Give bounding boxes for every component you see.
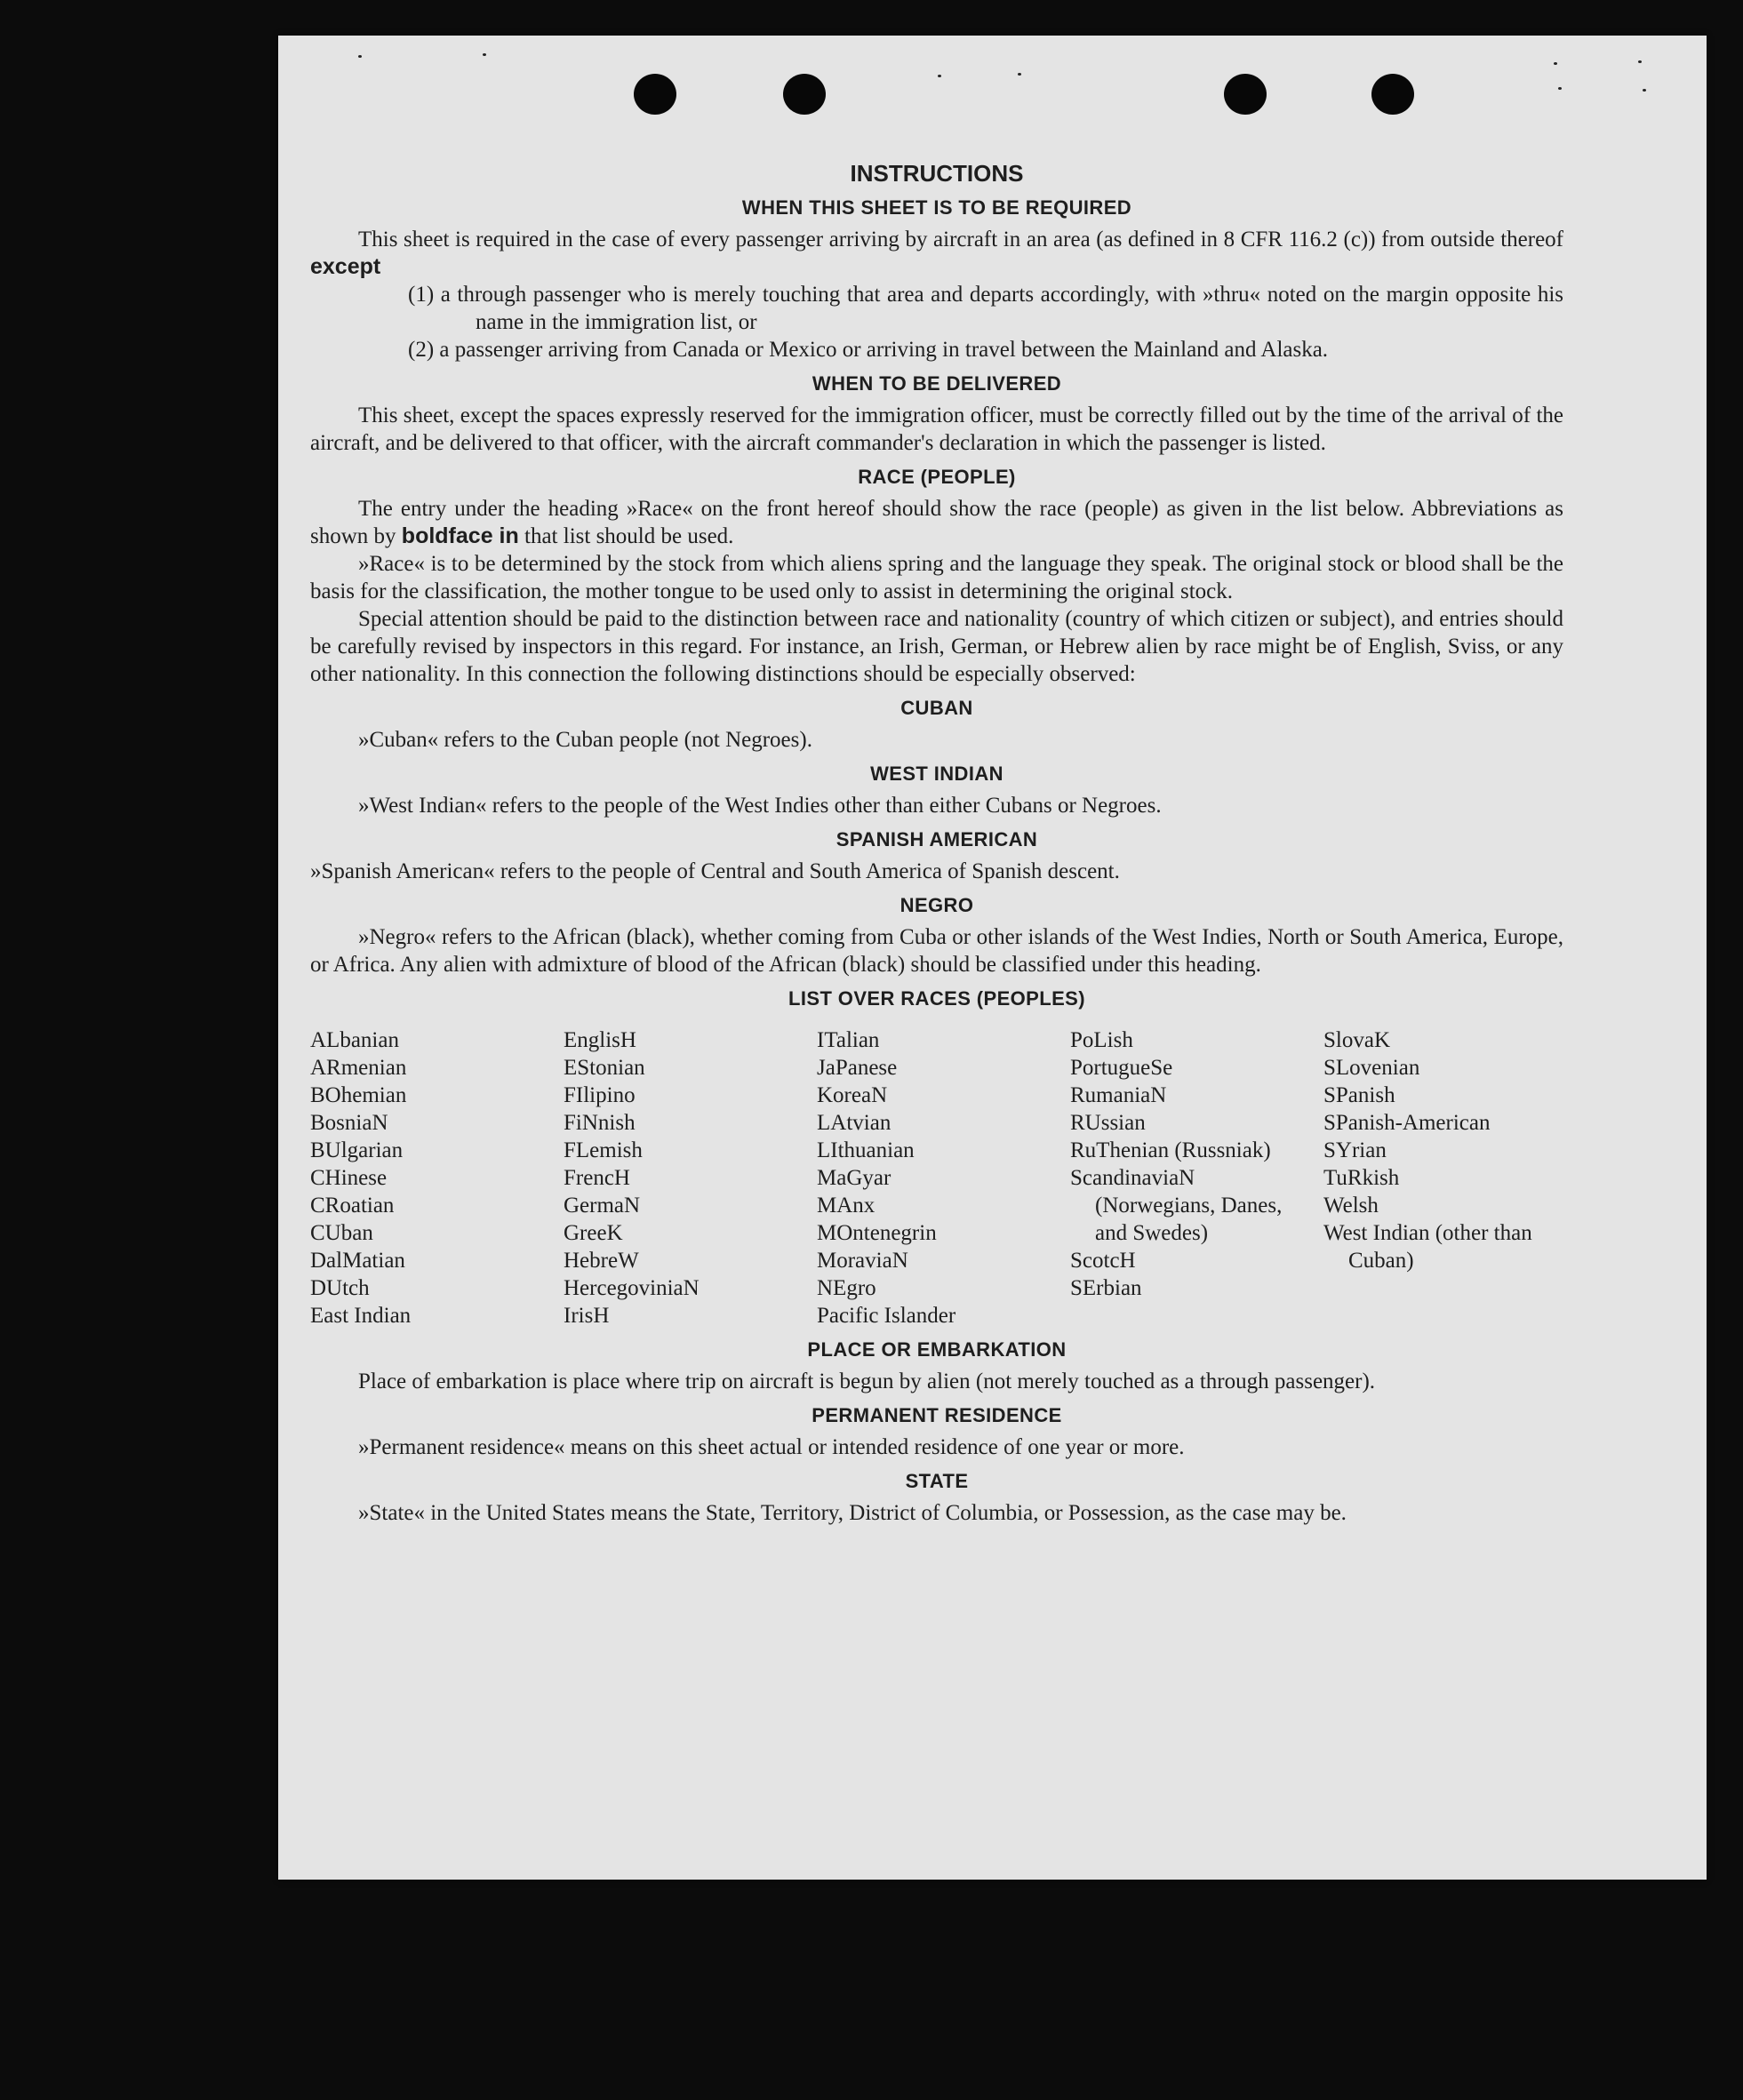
permanent-residence-text: »Permanent residence« means on this sheet actual or intended residence of one year or more. bbox=[358, 1435, 1185, 1459]
races-column-1 bbox=[310, 1026, 550, 1329]
race-entry: GermaN bbox=[564, 1194, 641, 1218]
race-entry: JaPanese bbox=[817, 1056, 898, 1080]
heading-required: WHEN THIS SHEET IS TO BE REQUIRED bbox=[741, 196, 1132, 219]
race-entry: Welsh bbox=[1323, 1194, 1379, 1218]
race-entry: RumaniaN bbox=[1070, 1083, 1167, 1107]
binder-hole bbox=[1224, 74, 1267, 115]
race-entry: Pacific Islander bbox=[817, 1304, 956, 1328]
race-paragraph-1 bbox=[310, 495, 1563, 550]
race-entry: CUban bbox=[310, 1221, 373, 1245]
race-entry: HercegoviniaN bbox=[564, 1276, 700, 1300]
speck bbox=[483, 53, 486, 56]
document-page bbox=[278, 36, 1707, 1880]
race-entry: ScotcH bbox=[1070, 1249, 1136, 1273]
west-indian-text: »West Indian« refers to the people of the West Indies other than either Cubans or Negroes. bbox=[358, 794, 1162, 818]
race-entry: MoraviaN bbox=[817, 1249, 908, 1273]
race-entry: EnglisH bbox=[564, 1028, 636, 1052]
heading-west-indian: WEST INDIAN bbox=[870, 763, 1003, 785]
race-entry: West Indian (other than Cuban) bbox=[1323, 1221, 1532, 1273]
negro-text: »Negro« refers to the African (black), whether coming from Cuba or other islands of the West Indies, North or South America, Europe, or Africa. Any alien with admixture of blood of the African (black) should be classified under this heading. bbox=[310, 925, 1563, 977]
race-paragraph-3: Special attention should be paid to the distinction between race and nationality (country of which citizen or subject), and entries should be carefully revised by inspectors in this regard. For instance, an Irish, German, or Hebrew alien by race might be of English, Sviss, or any other nationality. In this connection the following distinctions should be especially observed: bbox=[310, 607, 1563, 686]
race-entry: BOhemian bbox=[310, 1083, 407, 1107]
race-entry: DUtch bbox=[310, 1276, 370, 1300]
required-intro bbox=[310, 226, 1563, 281]
race-entry: ITalian bbox=[817, 1028, 880, 1052]
required-item-1: (1) a through passenger who is merely touching that area and departs accordingly, with »thru« noted on the margin opposite his name in the immigration list, or bbox=[408, 283, 1563, 334]
race-entry: RuThenian (Russniak) bbox=[1070, 1138, 1271, 1162]
race-entry: SErbian bbox=[1070, 1276, 1142, 1300]
race-entry: MOntenegrin bbox=[817, 1221, 937, 1245]
race-entry: FLemish bbox=[564, 1138, 643, 1162]
delivered-text: This sheet, except the spaces expressly reserved for the immigration officer, must be correctly filled out by the time of the arrival of the aircraft, and be delivered to that officer, with the aircraft commander's declaration in which the passenger is listed. bbox=[310, 403, 1563, 455]
speck bbox=[1018, 73, 1021, 76]
heading-delivered: WHEN TO BE DELIVERED bbox=[812, 372, 1062, 395]
page-title: INSTRUCTIONS bbox=[850, 160, 1024, 187]
race-entry: ALbanian bbox=[310, 1028, 399, 1052]
races-list bbox=[310, 1026, 1563, 1329]
binder-hole bbox=[634, 74, 676, 115]
cuban-text: »Cuban« refers to the Cuban people (not Negroes). bbox=[358, 728, 812, 752]
instructions-content bbox=[310, 160, 1563, 1527]
heading-state: STATE bbox=[905, 1470, 969, 1492]
race-entry: SPanish bbox=[1323, 1083, 1395, 1107]
binder-hole bbox=[1371, 74, 1414, 115]
race-entry: NEgro bbox=[817, 1276, 876, 1300]
heading-cuban: CUBAN bbox=[900, 697, 973, 719]
race-entry: BosniaN bbox=[310, 1111, 388, 1135]
race-entry: SlovaK bbox=[1323, 1028, 1390, 1052]
race-entry: CRoatian bbox=[310, 1194, 395, 1218]
race-entry: GreeK bbox=[564, 1221, 623, 1245]
race-entry: FIlipino bbox=[564, 1083, 636, 1107]
race-entry: PoLish bbox=[1070, 1028, 1133, 1052]
speck bbox=[1643, 89, 1646, 92]
speck bbox=[358, 55, 362, 58]
race-entry: IrisH bbox=[564, 1304, 610, 1328]
races-column-5 bbox=[1323, 1026, 1563, 1329]
spanish-american-text: »Spanish American« refers to the people of Central and South America of Spanish descent. bbox=[310, 859, 1120, 883]
required-item-2: (2) a passenger arriving from Canada or Mexico or arriving in travel between the Mainland and Alaska. bbox=[408, 338, 1329, 362]
races-column-4 bbox=[1070, 1026, 1310, 1329]
races-column-3 bbox=[817, 1026, 1057, 1329]
heading-embarkation: PLACE OR EMBARKATION bbox=[807, 1338, 1067, 1361]
race-p1-after: that list should be used. bbox=[524, 524, 734, 548]
race-p1-bold: boldface in bbox=[401, 523, 519, 548]
race-paragraph-2: »Race« is to be determined by the stock from which aliens spring and the language they speak. The original stock or blood shall be the basis for the classification, the mother tongue to be used only to assist in determining the original stock. bbox=[310, 552, 1563, 603]
race-entry: ARmenian bbox=[310, 1056, 407, 1080]
race-entry: PortugueSe bbox=[1070, 1056, 1173, 1080]
race-entry: CHinese bbox=[310, 1166, 388, 1190]
race-entry: KoreaN bbox=[817, 1083, 888, 1107]
heading-negro: NEGRO bbox=[899, 894, 974, 916]
races-column-2 bbox=[564, 1026, 804, 1329]
race-entry: East Indian bbox=[310, 1304, 412, 1328]
speck bbox=[1558, 87, 1562, 90]
speck bbox=[938, 75, 941, 77]
race-entry: DalMatian bbox=[310, 1249, 405, 1273]
binder-hole bbox=[783, 74, 826, 115]
race-entry: FiNnish bbox=[564, 1111, 636, 1135]
race-entry: SYrian bbox=[1323, 1138, 1387, 1162]
race-entry: EStonian bbox=[564, 1056, 645, 1080]
race-entry: MAnx bbox=[817, 1194, 875, 1218]
heading-spanish-american: SPANISH AMERICAN bbox=[836, 828, 1038, 850]
race-entry: TuRkish bbox=[1323, 1166, 1400, 1190]
race-entry: FrencH bbox=[564, 1166, 630, 1190]
heading-permanent-residence: PERMANENT RESIDENCE bbox=[812, 1404, 1062, 1426]
embarkation-text: Place of embarkation is place where trip on aircraft is begun by alien (not merely touched as a through passenger). bbox=[358, 1369, 1376, 1393]
required-intro-text: This sheet is required in the case of every passenger arriving by aircraft in an area (as defined in 8 CFR 116.2 (c)) from outside thereof bbox=[358, 228, 1563, 252]
speck bbox=[1638, 60, 1642, 63]
speck bbox=[1554, 62, 1557, 65]
race-entry: SPanish-American bbox=[1323, 1111, 1491, 1135]
race-entry: LIthuanian bbox=[817, 1138, 915, 1162]
race-entry: HebreW bbox=[564, 1249, 639, 1273]
race-entry: MaGyar bbox=[817, 1166, 891, 1190]
race-entry: SLovenian bbox=[1323, 1056, 1420, 1080]
race-entry: RUssian bbox=[1070, 1111, 1146, 1135]
race-entry: LAtvian bbox=[817, 1111, 891, 1135]
race-entry: BUlgarian bbox=[310, 1138, 404, 1162]
race-entry: ScandinaviaN (Norwegians, Danes, and Swedes) bbox=[1070, 1166, 1283, 1245]
heading-races-list: LIST OVER RACES (PEOPLES) bbox=[788, 987, 1085, 1010]
required-intro-bold: except bbox=[310, 254, 381, 279]
heading-race: RACE (PEOPLE) bbox=[858, 466, 1016, 488]
race-p1-before: The entry under the heading »Race« on the front hereof should show the race (people) as given in the list below. Abbreviations as shown by bbox=[310, 497, 1563, 548]
state-text: »State« in the United States means the State, Territory, District of Columbia, or Possession, as the case may be. bbox=[358, 1501, 1347, 1525]
